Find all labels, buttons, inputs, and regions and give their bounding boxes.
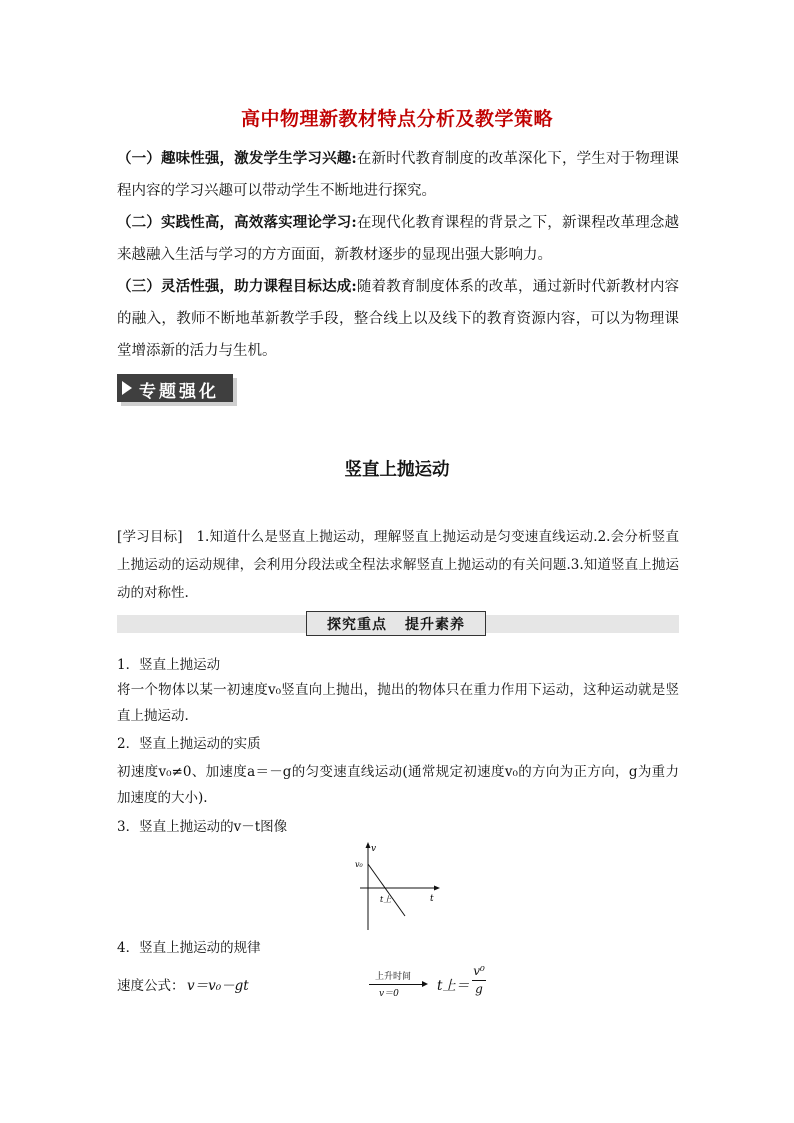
t-up-label: t上 (380, 895, 392, 904)
formula-expression: v＝v₀－gt (187, 978, 249, 994)
section-bar-label (306, 611, 486, 636)
item-3-heading: 3．竖直上抛运动的v－t图像 (117, 819, 288, 835)
arrow-condition-bottom: v＝0 (379, 989, 399, 999)
formula-result: t上＝ (437, 978, 470, 994)
fraction-denominator: g (475, 982, 483, 996)
t-axis-label: t (430, 894, 434, 904)
page-title: 高中物理新教材特点分析及教学策略 (240, 108, 553, 130)
v0-label: v₀ (355, 860, 363, 869)
velocity-formula (117, 964, 517, 1004)
topic-badge-label: 专题强化 (139, 382, 219, 402)
point-3-body: 随着教育制度体系的改革，通过新时代新教材内容的融入，教师不断地革新教学手段，整合线上以及线下的教育资源内容，可以为物理课堂增添新的活力与生机。 (117, 279, 679, 359)
item-4-heading: 4．竖直上抛运动的规律 (117, 940, 261, 956)
point-1-body: 在新时代教育制度的改革深化下，学生对于物理课程内容的学习兴趣可以带动学生不断地进行探究。 (117, 151, 679, 199)
point-1 (117, 143, 679, 207)
learning-goals: [学习目标] 1.知道什么是竖直上抛运动，理解竖直上抛运动是匀变速直线运动.2.会分析竖直上抛运动的运动规律，会利用分段法或全程法求解竖直上抛运动的有关问题.3.知道竖直上抛运动的对称性. (117, 529, 679, 601)
arrow-condition-top: 上升时间 (375, 972, 412, 982)
point-3 (117, 271, 679, 367)
topic-badge (117, 374, 237, 406)
point-1-lead: （一）趣味性强，激发学生学习兴趣: (117, 150, 357, 167)
point-2-body: 在现代化教育课程的背景之下，新课程改革理念越来越融入生活与学习的方方面面，新教材逐步的显现出强大影响力。 (117, 215, 679, 263)
formula-label: 速度公式： (117, 978, 185, 994)
item-1-body: 将一个物体以某一初速度v₀竖直向上抛出，抛出的物体只在重力作用下运动，这种运动就是竖直上抛运动. (117, 682, 679, 724)
point-2 (117, 207, 679, 271)
formula-fraction (472, 964, 486, 997)
item-1-heading: 1．竖直上抛运动 (117, 657, 221, 673)
fraction-numerator: v⁰ (473, 964, 485, 978)
t-axis-arrow-icon (434, 886, 440, 891)
arrow-line (369, 984, 425, 985)
velocity-line (368, 864, 405, 916)
v-t-graph (340, 842, 445, 932)
point-2-lead: （二）实践性高，高效落实理论学习: (117, 214, 357, 231)
arrow-right-icon (422, 981, 428, 987)
v-axis-label: v (371, 844, 377, 854)
point-3-lead: （三）灵活性强，助力课程目标达成: (117, 278, 357, 295)
v-axis-arrow-icon (366, 842, 371, 848)
item-2-heading: 2．竖直上抛运动的实质 (117, 736, 261, 752)
bar-label-right: 提升素养 (405, 616, 465, 633)
section-title: 竖直上抛运动 (344, 460, 450, 480)
play-arrow-icon (122, 381, 132, 395)
item-2-body: 初速度v₀≠0、加速度a＝－g的匀变速直线运动(通常规定初速度v₀的方向为正方向，g为重力加速度的大小). (117, 764, 679, 806)
bar-label-left: 探究重点 (327, 616, 387, 633)
